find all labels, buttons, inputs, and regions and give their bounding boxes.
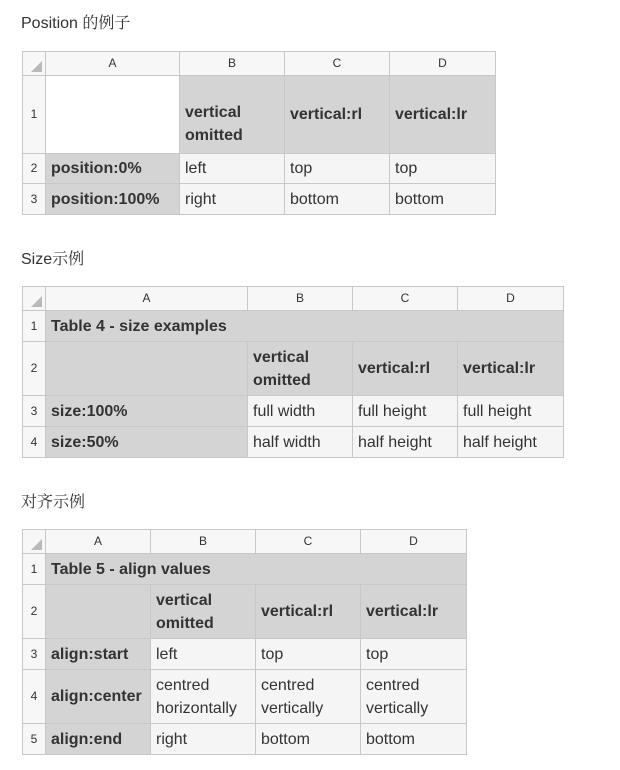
cell[interactable]: half height <box>458 427 564 458</box>
cell[interactable]: centred vertically <box>361 670 467 724</box>
column-header-a[interactable]: A <box>46 530 151 554</box>
column-header-row <box>23 287 564 311</box>
cell[interactable]: half height <box>353 427 458 458</box>
row-header[interactable]: 5 <box>23 724 46 755</box>
header-cell[interactable]: vertical omitted <box>248 342 353 396</box>
cell[interactable]: full height <box>458 396 564 427</box>
header-cell[interactable]: vertical:lr <box>361 585 467 639</box>
select-all-triangle-icon <box>31 61 42 72</box>
column-header-c[interactable]: C <box>256 530 361 554</box>
row-header[interactable]: 1 <box>23 311 46 342</box>
cell[interactable]: bottom <box>285 184 390 215</box>
cell[interactable]: full width <box>248 396 353 427</box>
table-row <box>23 639 467 670</box>
table-row <box>23 670 467 724</box>
table-row <box>23 427 564 458</box>
cell[interactable]: bottom <box>390 184 496 215</box>
column-header-b[interactable]: B <box>248 287 353 311</box>
table-row <box>23 585 467 639</box>
cell[interactable]: bottom <box>256 724 361 755</box>
cell[interactable]: top <box>390 154 496 184</box>
column-header-c[interactable]: C <box>285 52 390 76</box>
cell[interactable]: half width <box>248 427 353 458</box>
spreadsheet-size <box>22 286 564 458</box>
row-header[interactable]: 2 <box>23 585 46 639</box>
cell[interactable]: right <box>180 184 285 215</box>
column-header-a[interactable]: A <box>46 52 180 76</box>
column-header-d[interactable]: D <box>458 287 564 311</box>
column-header-b[interactable]: B <box>180 52 285 76</box>
header-cell[interactable]: vertical omitted <box>180 76 285 154</box>
row-header[interactable]: 2 <box>23 154 46 184</box>
table-row <box>23 76 496 154</box>
row-header[interactable]: 4 <box>23 670 46 724</box>
cell[interactable] <box>46 76 180 154</box>
row-header[interactable]: 3 <box>23 396 46 427</box>
table-row <box>23 554 467 585</box>
cell[interactable] <box>46 342 248 396</box>
column-header-a[interactable]: A <box>46 287 248 311</box>
cell[interactable]: left <box>151 639 256 670</box>
column-header-row <box>23 52 496 76</box>
cell[interactable]: bottom <box>361 724 467 755</box>
row-label-cell[interactable]: align:center <box>46 670 151 724</box>
spreadsheet-align <box>22 529 467 755</box>
select-all-triangle-icon <box>31 296 42 307</box>
cell[interactable]: left <box>180 154 285 184</box>
select-all-corner[interactable] <box>23 530 46 554</box>
row-header[interactable]: 4 <box>23 427 46 458</box>
table-row <box>23 342 564 396</box>
cell[interactable]: full height <box>353 396 458 427</box>
column-header-d[interactable]: D <box>390 52 496 76</box>
table-row <box>23 396 564 427</box>
cell[interactable]: top <box>361 639 467 670</box>
table-row <box>23 724 467 755</box>
table-row <box>23 154 496 184</box>
row-header[interactable]: 3 <box>23 184 46 215</box>
row-header[interactable]: 2 <box>23 342 46 396</box>
column-header-d[interactable]: D <box>361 530 467 554</box>
select-all-corner[interactable] <box>23 287 46 311</box>
cell[interactable]: centred horizontally <box>151 670 256 724</box>
row-label-cell[interactable]: position:0% <box>46 154 180 184</box>
column-header-c[interactable]: C <box>353 287 458 311</box>
row-label-cell[interactable]: size:50% <box>46 427 248 458</box>
table-row <box>23 311 564 342</box>
cell[interactable]: top <box>285 154 390 184</box>
cell[interactable]: top <box>256 639 361 670</box>
header-cell[interactable]: vertical:rl <box>353 342 458 396</box>
row-label-cell[interactable]: size:100% <box>46 396 248 427</box>
column-header-b[interactable]: B <box>151 530 256 554</box>
row-label-cell[interactable]: position:100% <box>46 184 180 215</box>
row-header[interactable]: 1 <box>23 554 46 585</box>
cell[interactable] <box>46 585 151 639</box>
cell[interactable]: centred vertically <box>256 670 361 724</box>
section-title-position: Position 的例子 <box>21 15 131 32</box>
header-cell[interactable]: vertical omitted <box>151 585 256 639</box>
header-cell[interactable]: vertical:rl <box>256 585 361 639</box>
select-all-corner[interactable] <box>23 52 46 76</box>
section-title-align: 对齐示例 <box>21 494 86 511</box>
section-title-size: Size示例 <box>21 251 85 268</box>
select-all-triangle-icon <box>31 539 42 550</box>
header-cell[interactable]: vertical:lr <box>390 76 496 154</box>
header-cell[interactable]: vertical:rl <box>285 76 390 154</box>
row-header[interactable]: 3 <box>23 639 46 670</box>
spreadsheet-position <box>22 51 496 215</box>
cell[interactable]: right <box>151 724 256 755</box>
row-label-cell[interactable]: align:end <box>46 724 151 755</box>
row-label-cell[interactable]: align:start <box>46 639 151 670</box>
table-row <box>23 184 496 215</box>
header-cell[interactable]: vertical:lr <box>458 342 564 396</box>
table-caption-cell[interactable]: Table 4 - size examples <box>46 311 564 342</box>
table-caption-cell[interactable]: Table 5 - align values <box>46 554 467 585</box>
column-header-row <box>23 530 467 554</box>
row-header[interactable]: 1 <box>23 76 46 154</box>
